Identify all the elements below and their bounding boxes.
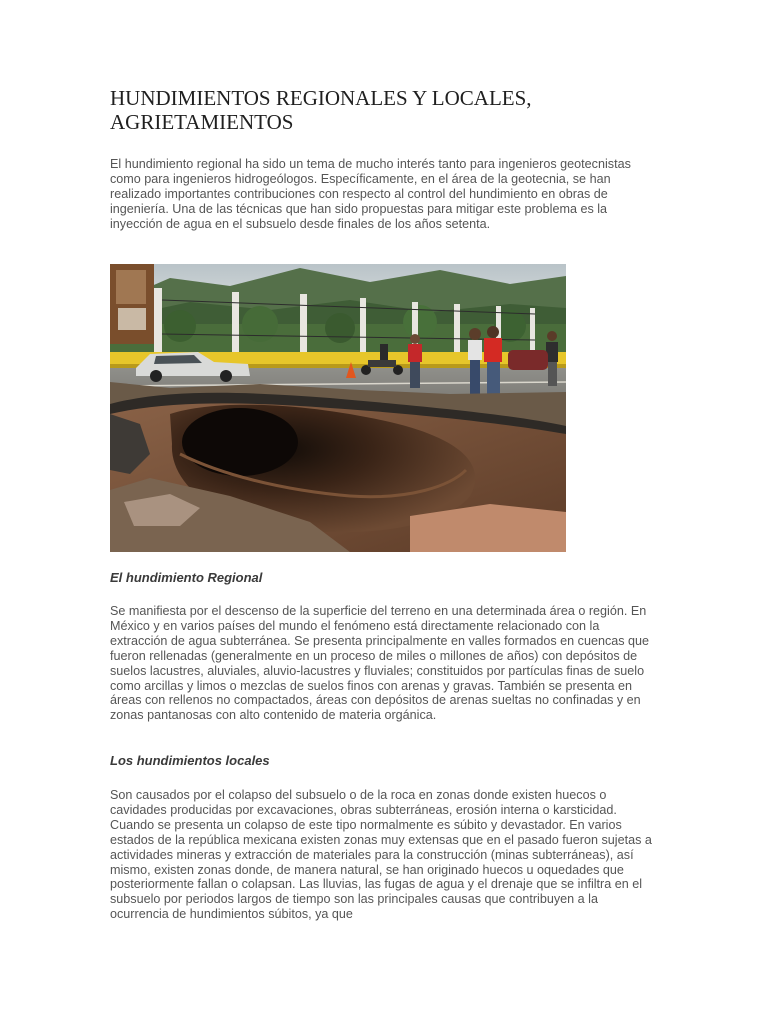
- section-body-local: Son causados por el colapso del subsuelo o de la roca en zonas donde existen huecos o cavidades producidas por excavaciones, obras subterráneas, erosión interna o karsticidad. Cuando se presenta un colapso de este tipo normalmente es súbito y devastador. En varios estados de la república mexicana existen zonas muy extensas que en el pasado fueron sujetas a actividades mineras y extracción de materiales para la construcción (minas subterráneas), así mismo, existen zonas donde, de manera natural, se han originado huecos u oquedades que posteriormente fallan o colapsan. Las lluvias, las fugas de agua y el drenaje que se infiltra en el subsuelo por periodos largos de tiempo son las principales causas que contribuyen a la ocurrencia de hundimientos súbitos, ya que: [110, 788, 652, 922]
- section-heading-local: Los hundimientos locales: [110, 753, 270, 768]
- document-title: HUNDIMIENTOS REGIONALES Y LOCALES, AGRIETAMIENTOS: [110, 86, 532, 134]
- section-heading-regional: El hundimiento Regional: [110, 570, 263, 585]
- section-body-regional: Se manifiesta por el descenso de la superficie del terreno en una determinada área o región. En México y en varios países del mundo el fenómeno está directamente relacionado con la extracción de agua subterránea. Se presenta principalmente en valles formados en cuencas que fueron rellenadas (generalmente en un proceso de miles o millones de años) con depósitos de suelos lacustres, aluviales, aluvio-lacustres y fluviales; constituidos por partículas finas de suelo como arcillas y limos o mezclas de suelos finos con arenas y gravas. También se presenta en áreas con rellenos no compactados, áreas con depósitos de arenas sueltas no confinadas y en zonas pantanosas con alto contenido de materia orgánica.: [110, 604, 650, 723]
- intro-paragraph: El hundimiento regional ha sido un tema de mucho interés tanto para ingenieros geotecnistas como para ingenieros hidrogeólogos. Específicamente, en el área de la geotecnia, se han realizado importantes contribuciones con respecto al control del hundimiento en obras de ingeniería. Una de las técnicas que han sido propuestas para mitigar este problema es la inyección de agua en el subsuelo desde finales de los años setenta.: [110, 157, 631, 231]
- sinkhole-photo: [110, 264, 566, 552]
